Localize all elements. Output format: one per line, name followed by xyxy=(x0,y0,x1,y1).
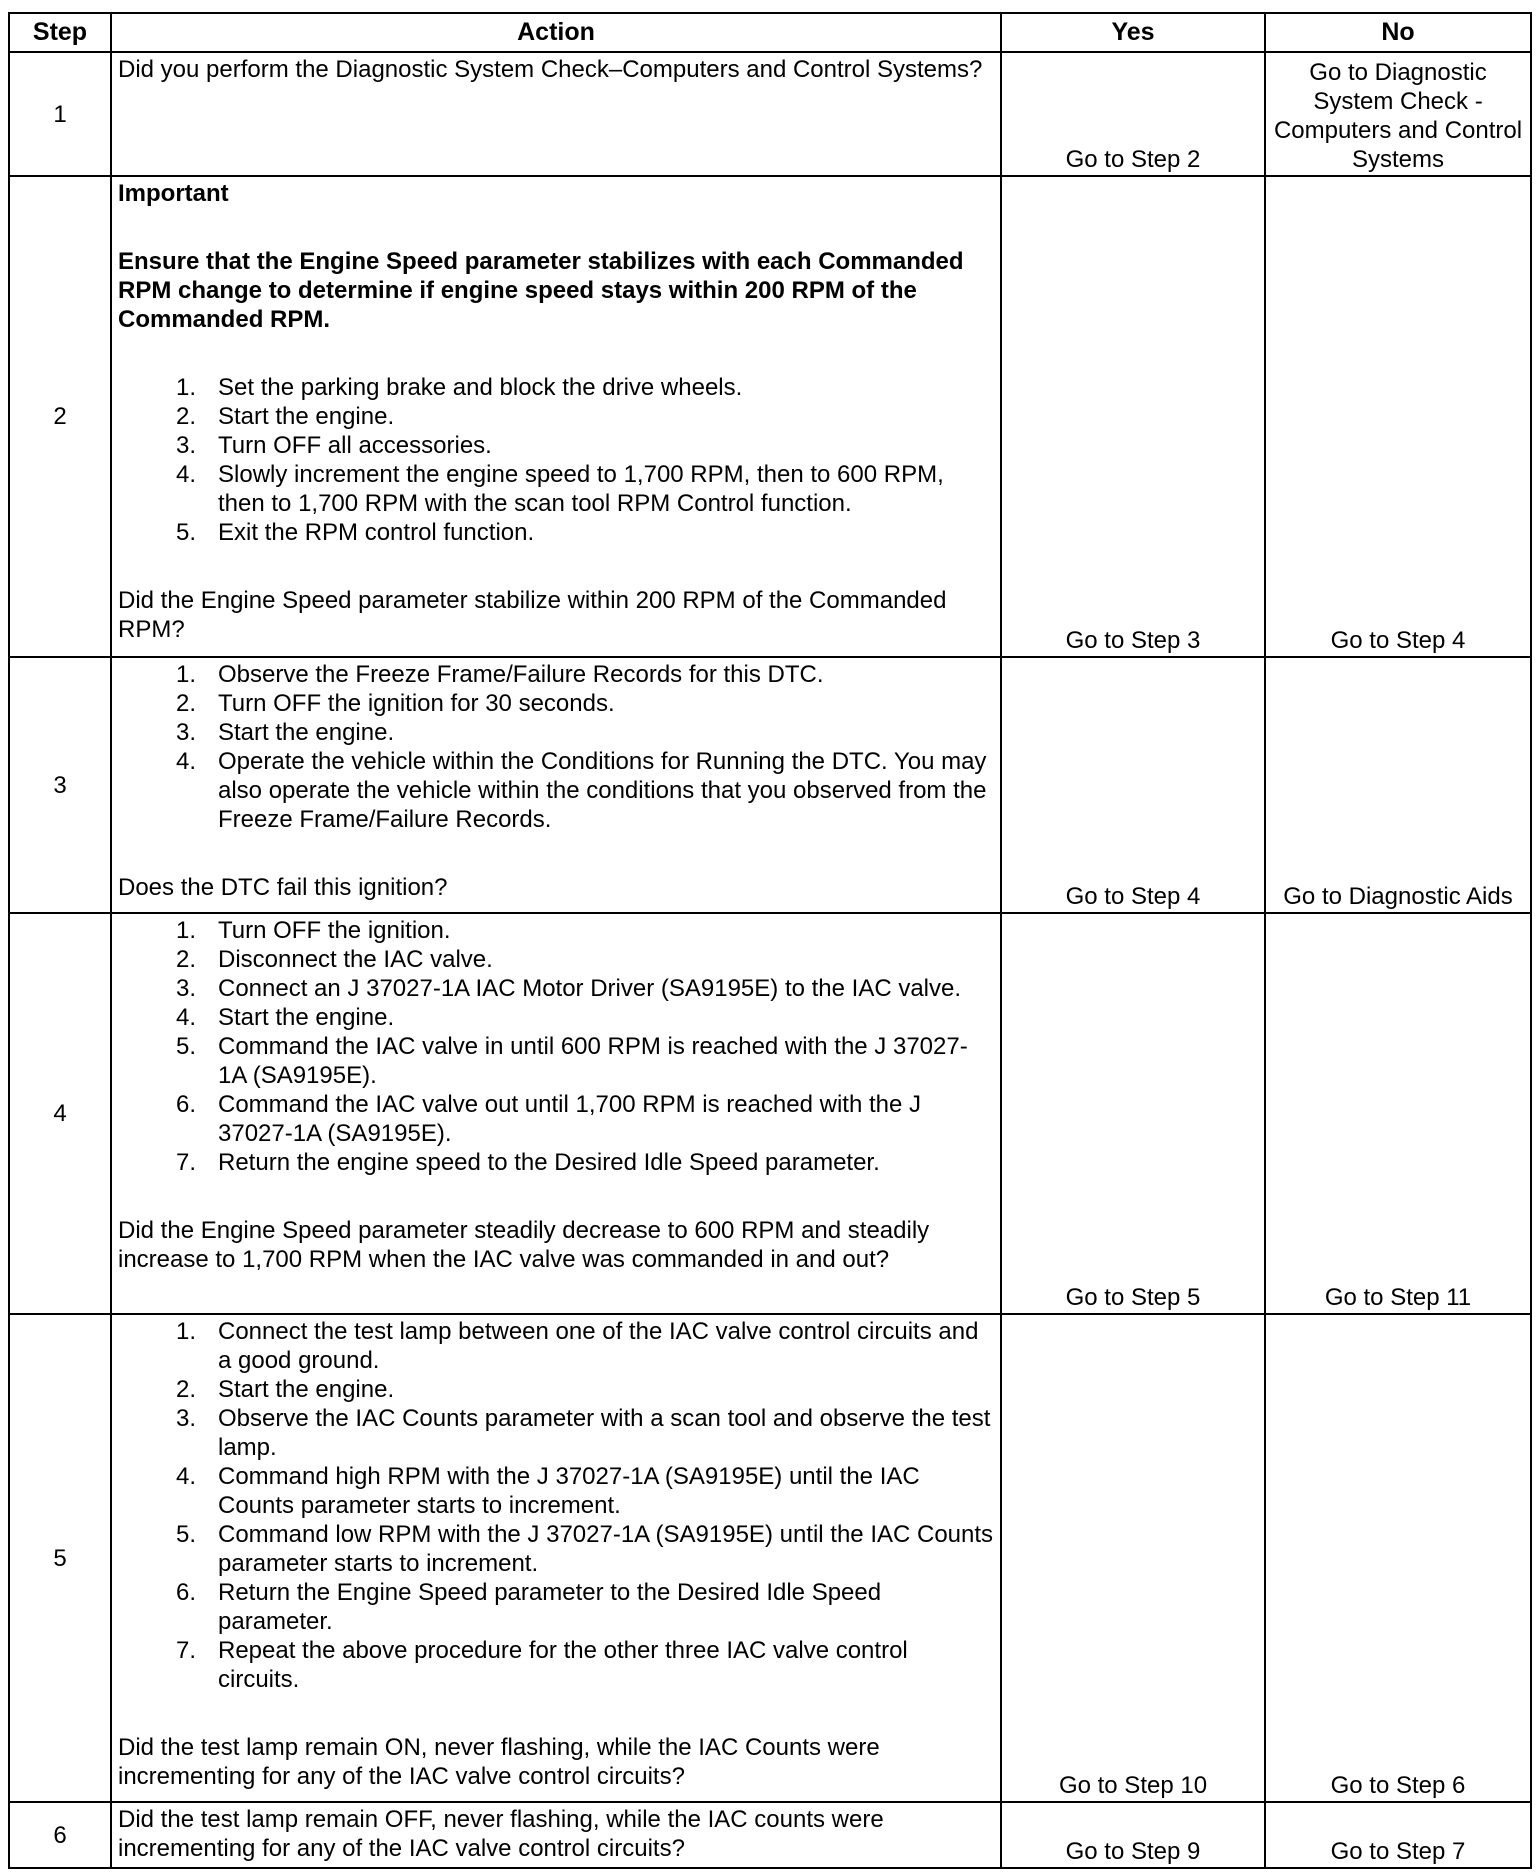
step-number: 6 xyxy=(9,1802,111,1868)
table-row xyxy=(9,1314,1531,1802)
list-item: 6. Command the IAC valve out until 1,700 RPM is reached with the J 37027-1A (SA9195E). xyxy=(175,1091,922,1147)
action-cell xyxy=(111,1802,1001,1868)
step-question: Does the DTC fail this ignition? xyxy=(118,874,448,901)
step-question: Did the Engine Speed parameter stabilize within 200 RPM of the Commanded RPM? xyxy=(118,587,947,643)
step-question: Did the test lamp remain OFF, never flashing, while the IAC counts were incrementing for any of the IAC valve control circuits? xyxy=(118,1806,884,1862)
yes-cell: Go to Step 4 xyxy=(1001,657,1265,913)
no-cell: Go to Step 4 xyxy=(1265,176,1531,657)
yes-cell: Go to Step 5 xyxy=(1001,913,1265,1314)
yes-cell: Go to Step 3 xyxy=(1001,176,1265,657)
procedure-list xyxy=(118,916,994,1177)
step-question: Did the test lamp remain ON, never flashing, while the IAC Counts were incrementing for any of the IAC valve control circuits? xyxy=(118,1734,880,1790)
list-item: 7. Return the engine speed to the Desired Idle Speed parameter. xyxy=(175,1149,880,1176)
step-number: 1 xyxy=(9,52,111,176)
table-row xyxy=(9,176,1531,657)
table-row xyxy=(9,1802,1531,1868)
list-item: 4. Start the engine. xyxy=(175,1004,395,1031)
header-row xyxy=(9,13,1531,52)
no-cell: Go to Step 7 xyxy=(1265,1802,1531,1868)
list-item: 2. Disconnect the IAC valve. xyxy=(175,946,493,973)
list-item: 1. Observe the Freeze Frame/Failure Records for this DTC. xyxy=(175,661,824,688)
action-cell xyxy=(111,657,1001,913)
action-cell xyxy=(111,1314,1001,1802)
list-item: 4. Command high RPM with the J 37027-1A (SA9195E) until the IAC Counts parameter starts to increment. xyxy=(175,1463,920,1519)
no-cell: Go to Diagnostic Aids xyxy=(1265,657,1531,913)
list-item: 3. Turn OFF all accessories. xyxy=(175,432,492,459)
step-number: 5 xyxy=(9,1314,111,1802)
no-cell: Go to Step 6 xyxy=(1265,1314,1531,1802)
action-cell xyxy=(111,913,1001,1314)
list-item: 3. Connect an J 37027-1A IAC Motor Driver (SA9195E) to the IAC valve. xyxy=(175,975,962,1002)
list-item: 7. Repeat the above procedure for the other three IAC valve control circuits. xyxy=(175,1637,908,1693)
list-item: 5. Command low RPM with the J 37027-1A (SA9195E) until the IAC Counts parameter starts to increment. xyxy=(175,1521,994,1577)
yes-cell: Go to Step 9 xyxy=(1001,1802,1265,1868)
table-row xyxy=(9,913,1531,1314)
list-item: 3. Start the engine. xyxy=(175,719,395,746)
procedure-list xyxy=(118,373,994,547)
header-no: No xyxy=(1265,13,1531,52)
list-item: 2. Turn OFF the ignition for 30 seconds. xyxy=(175,690,615,717)
list-item: 5. Exit the RPM control function. xyxy=(175,519,535,546)
table-row xyxy=(9,657,1531,913)
diagnostic-table xyxy=(8,12,1532,1869)
step-number: 3 xyxy=(9,657,111,913)
important-label: Important xyxy=(118,180,229,207)
step-question: Did you perform the Diagnostic System Check–Computers and Control Systems? xyxy=(118,56,983,83)
action-cell xyxy=(111,52,1001,176)
list-item: 4. Slowly increment the engine speed to 1,700 RPM, then to 600 RPM, then to 1,700 RPM with the scan tool RPM Control function. xyxy=(175,461,944,517)
list-item: 2. Start the engine. xyxy=(175,403,395,430)
step-number: 2 xyxy=(9,176,111,657)
procedure-list xyxy=(118,660,994,834)
yes-cell: Go to Step 10 xyxy=(1001,1314,1265,1802)
list-item: 5. Command the IAC valve in until 600 RPM is reached with the J 37027-1A (SA9195E). xyxy=(175,1033,968,1089)
yes-cell: Go to Step 2 xyxy=(1001,52,1265,176)
important-note: Ensure that the Engine Speed parameter stabilizes with each Commanded RPM change to determine if engine speed stays within 200 RPM of the Commanded RPM. xyxy=(118,248,964,333)
list-item: 4. Operate the vehicle within the Conditions for Running the DTC. You may also operate the vehicle within the conditions that you observed from the Freeze Frame/Failure Records. xyxy=(175,748,987,833)
header-action: Action xyxy=(111,13,1001,52)
no-cell: Go to Step 11 xyxy=(1265,913,1531,1314)
list-item: 6. Return the Engine Speed parameter to the Desired Idle Speed parameter. xyxy=(175,1579,882,1635)
list-item: 1. Turn OFF the ignition. xyxy=(175,917,451,944)
no-cell: Go to Diagnostic System Check - Computers and Control Systems xyxy=(1265,52,1531,176)
header-yes: Yes xyxy=(1001,13,1265,52)
action-cell xyxy=(111,176,1001,657)
list-item: 1. Set the parking brake and block the drive wheels. xyxy=(175,374,743,401)
list-item: 1. Connect the test lamp between one of the IAC valve control circuits and a good ground. xyxy=(175,1318,979,1374)
list-item: 3. Observe the IAC Counts parameter with a scan tool and observe the test lamp. xyxy=(175,1405,991,1461)
list-item: 2. Start the engine. xyxy=(175,1376,395,1403)
table-row xyxy=(9,52,1531,176)
step-question: Did the Engine Speed parameter steadily decrease to 600 RPM and steadily increase to 1,700 RPM when the IAC valve was commanded in and out? xyxy=(118,1217,930,1273)
step-number: 4 xyxy=(9,913,111,1314)
header-step: Step xyxy=(9,13,111,52)
procedure-list xyxy=(118,1317,994,1694)
